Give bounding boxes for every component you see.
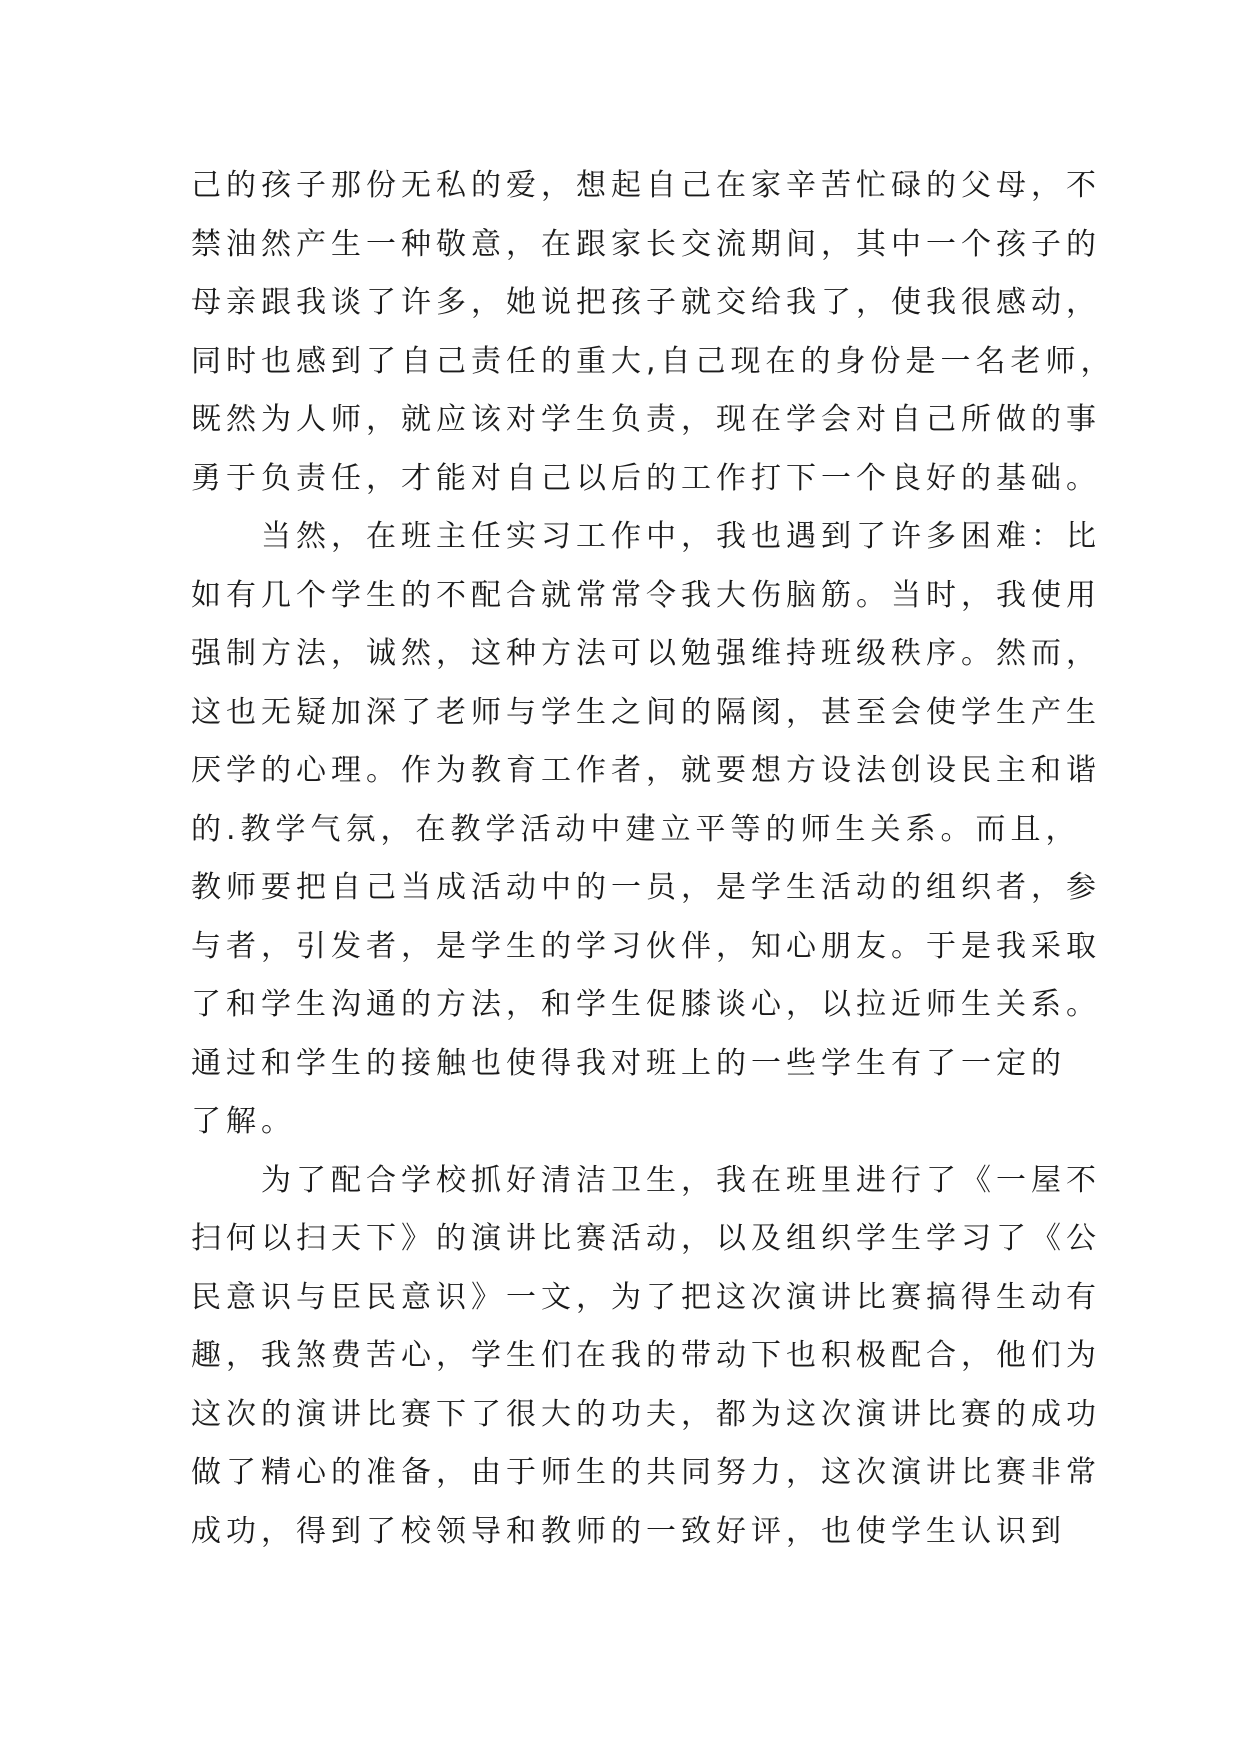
text-line: 做了精心的准备，由于师生的共同努力，这次演讲比赛非常 xyxy=(191,1455,1101,1490)
text-line: 为了配合学校抓好清洁卫生，我在班里进行了《一屋不 xyxy=(191,1162,1101,1198)
text-line: 当然，在班主任实习工作中，我也遇到了许多困难：比 xyxy=(191,519,1101,554)
text-line: 既然为人师，就应该对学生负责，现在学会对自己所做的事 xyxy=(191,402,1101,437)
text-line: 扫何以扫天下》的演讲比赛活动，以及组织学生学习了《公 xyxy=(191,1221,1101,1256)
text-line: 如有几个学生的不配合就常常令我大伤脑筋。当时，我使用 xyxy=(191,577,1101,613)
text-line: 趣，我煞费苦心，学生们在我的带动下也积极配合，他们为 xyxy=(191,1338,1101,1373)
text-line: 教师要把自己当成活动中的一员，是学生活动的组织者，参 xyxy=(191,870,1101,905)
text-line: 己的孩子那份无私的爱，想起自己在家辛苦忙碌的父母，不 xyxy=(191,168,1101,203)
text-line: 了和学生沟通的方法，和学生促膝谈心，以拉近师生关系。 xyxy=(191,987,1101,1022)
text-line: 通过和学生的接触也使得我对班上的一些学生有了一定的 xyxy=(191,1045,1066,1081)
text-line: 勇于负责任，才能对自己以后的工作打下一个良好的基础。 xyxy=(191,460,1101,496)
text-line: 母亲跟我谈了许多，她说把孩子就交给我了，使我很感动， xyxy=(191,285,1101,320)
text-line: 了解。 xyxy=(191,1104,296,1139)
text-line: 这也无疑加深了老师与学生之间的隔阂，甚至会使学生产生 xyxy=(191,694,1101,730)
text-line: 的.教学气氛，在教学活动中建立平等的师生关系。而且， xyxy=(191,811,1081,847)
body-text xyxy=(191,157,1116,1561)
text-line: 厌学的心理。作为教育工作者，就要想方设法创设民主和谐 xyxy=(191,753,1101,788)
text-line: 民意识与臣民意识》一文，为了把这次演讲比赛搞得生动有 xyxy=(191,1279,1101,1315)
text-line: 强制方法，诚然，这种方法可以勉强维持班级秩序。然而， xyxy=(191,636,1101,671)
text-line: 同时也感到了自己责任的重大,自己现在的身份是一名老师， xyxy=(191,343,1116,379)
text-line: 成功，得到了校领导和教师的一致好评，也使学生认识到 xyxy=(191,1513,1066,1549)
text-line: 禁油然产生一种敬意，在跟家长交流期间，其中一个孩子的 xyxy=(191,226,1101,262)
text-line: 与者，引发者，是学生的学习伙伴，知心朋友。于是我采取 xyxy=(191,928,1101,964)
text-line: 这次的演讲比赛下了很大的功夫，都为这次演讲比赛的成功 xyxy=(191,1396,1101,1432)
